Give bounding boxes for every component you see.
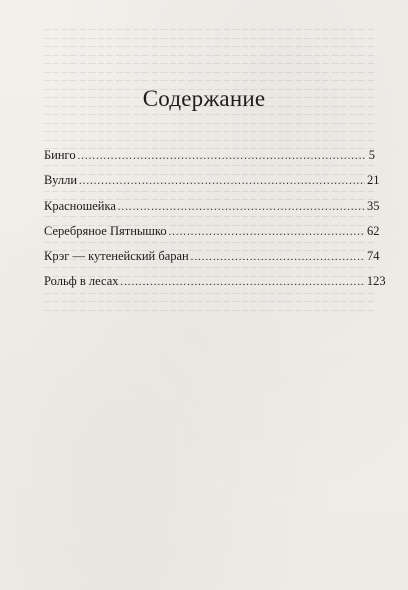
toc-entry-title: Рольф в лесах (44, 274, 119, 289)
toc-entry-page: 5 (368, 148, 375, 162)
toc-entry[interactable] (44, 223, 380, 249)
dot-leader (118, 199, 365, 212)
page-title: Содержание (142, 86, 266, 111)
toc-entry-page: 62 (367, 223, 380, 238)
dot-leader (79, 173, 365, 186)
toc-entry-title: Крэг — кутенейский баран (44, 249, 189, 264)
toc-entry-title: Бинго (44, 148, 76, 162)
dot-leader (169, 224, 365, 237)
dot-leader (121, 274, 365, 287)
dot-leader (191, 249, 365, 262)
toc-entry[interactable] (44, 249, 380, 274)
table-of-contents (44, 148, 386, 300)
toc-entry[interactable] (44, 148, 375, 173)
toc-entry-title: Серебряное Пятнышко (44, 223, 167, 238)
toc-entry-page: 35 (367, 198, 380, 213)
toc-entry-title: Вулли (44, 173, 78, 188)
toc-entry-page: 74 (367, 249, 380, 264)
toc-entry[interactable] (44, 274, 386, 299)
toc-entry[interactable] (44, 173, 380, 198)
toc-entry-page: 21 (367, 173, 380, 188)
dot-leader (78, 148, 365, 161)
toc-entry-title: Красношейка (44, 198, 116, 213)
toc-entry-page: 123 (366, 274, 386, 289)
toc-entry[interactable] (44, 198, 380, 224)
